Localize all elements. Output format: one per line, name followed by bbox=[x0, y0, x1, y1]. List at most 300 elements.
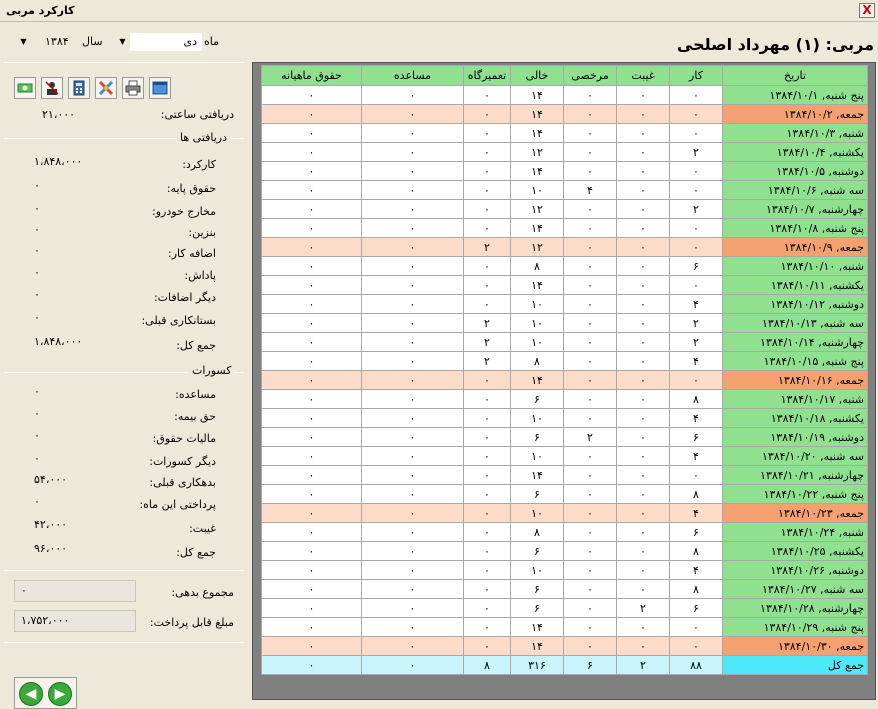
cell-empty[interactable]: ۱۴ bbox=[511, 105, 564, 124]
cell-repair[interactable]: ۰ bbox=[464, 86, 511, 105]
cell-date: دوشنبه, ۱۳۸۴/۱۰/۲۶ bbox=[723, 561, 868, 580]
cell-date: سه شنبه, ۱۳۸۴/۱۰/۱۳ bbox=[723, 314, 868, 333]
cell-advance[interactable]: ۰ bbox=[362, 105, 464, 124]
cell-salary[interactable]: ۰ bbox=[262, 637, 362, 656]
cell-work[interactable]: ۴ bbox=[670, 295, 723, 314]
cell-work[interactable]: ۴ bbox=[670, 447, 723, 466]
month-select[interactable] bbox=[130, 33, 202, 51]
cell-work[interactable]: ۸ bbox=[670, 485, 723, 504]
cell-advance[interactable]: ۰ bbox=[362, 542, 464, 561]
cell-repair[interactable]: ۰ bbox=[464, 257, 511, 276]
summary-panel bbox=[0, 22, 250, 703]
cell-repair[interactable]: ۰ bbox=[464, 409, 511, 428]
table-row[interactable] bbox=[262, 637, 868, 656]
total-leave: ۶ bbox=[564, 656, 617, 675]
cell-work[interactable]: ۰ bbox=[670, 276, 723, 295]
cell-work[interactable]: ۴ bbox=[670, 504, 723, 523]
table-row[interactable] bbox=[262, 295, 868, 314]
cell-leave[interactable]: ۰ bbox=[564, 523, 617, 542]
cell-absence[interactable]: ۰ bbox=[617, 580, 670, 599]
cell-absence[interactable]: ۰ bbox=[617, 485, 670, 504]
cell-absence[interactable]: ۰ bbox=[617, 276, 670, 295]
cell-empty[interactable]: ۶ bbox=[511, 485, 564, 504]
total-label: جمع کل bbox=[723, 656, 868, 675]
cell-work[interactable]: ۴ bbox=[670, 561, 723, 580]
column-advance-header[interactable]: مساعده bbox=[362, 66, 464, 86]
deduction-label: غیبت: bbox=[189, 522, 216, 535]
cell-work[interactable]: ۶ bbox=[670, 599, 723, 618]
cell-advance[interactable]: ۰ bbox=[362, 181, 464, 200]
cell-leave[interactable]: ۰ bbox=[564, 257, 617, 276]
cell-date: شنبه, ۱۳۸۴/۱۰/۳ bbox=[723, 124, 868, 143]
cell-repair[interactable]: ۰ bbox=[464, 504, 511, 523]
cell-absence[interactable]: ۰ bbox=[617, 200, 670, 219]
cell-repair[interactable]: ۰ bbox=[464, 200, 511, 219]
cell-empty[interactable]: ۶ bbox=[511, 428, 564, 447]
cell-leave[interactable]: ۰ bbox=[564, 200, 617, 219]
cell-salary[interactable]: ۰ bbox=[262, 219, 362, 238]
deduction-label: حق بیمه: bbox=[174, 410, 216, 423]
cell-salary[interactable]: ۰ bbox=[262, 485, 362, 504]
cell-absence[interactable]: ۰ bbox=[617, 523, 670, 542]
deduction-label: پرداختی این ماه: bbox=[139, 498, 216, 511]
cell-leave[interactable]: ۰ bbox=[564, 105, 617, 124]
cell-repair[interactable]: ۰ bbox=[464, 447, 511, 466]
cell-advance[interactable]: ۰ bbox=[362, 276, 464, 295]
forward-button[interactable]: ▶ bbox=[48, 682, 72, 706]
cell-empty[interactable]: ۱۴ bbox=[511, 466, 564, 485]
cell-repair[interactable]: ۰ bbox=[464, 143, 511, 162]
cell-advance[interactable]: ۰ bbox=[362, 466, 464, 485]
year-dropdown-arrow[interactable]: ▼ bbox=[17, 34, 30, 50]
cell-date: پنج شنبه, ۱۳۸۴/۱۰/۲۹ bbox=[723, 618, 868, 637]
table-row[interactable] bbox=[262, 599, 868, 618]
cell-empty[interactable]: ۱۰ bbox=[511, 409, 564, 428]
cell-advance[interactable]: ۰ bbox=[362, 409, 464, 428]
cell-date: سه شنبه, ۱۳۸۴/۱۰/۲۰ bbox=[723, 447, 868, 466]
cell-empty[interactable]: ۱۲ bbox=[511, 238, 564, 257]
cell-absence[interactable]: ۰ bbox=[617, 143, 670, 162]
table-row[interactable] bbox=[262, 219, 868, 238]
cell-empty[interactable]: ۱۴ bbox=[511, 618, 564, 637]
deduction-value: ۰ bbox=[34, 385, 40, 398]
window-icon[interactable] bbox=[149, 77, 171, 99]
cell-absence[interactable]: ۰ bbox=[617, 238, 670, 257]
cell-leave[interactable]: ۰ bbox=[564, 390, 617, 409]
cell-salary[interactable]: ۰ bbox=[262, 86, 362, 105]
table-row[interactable] bbox=[262, 257, 868, 276]
cell-advance[interactable]: ۰ bbox=[362, 428, 464, 447]
cell-work[interactable]: ۰ bbox=[670, 86, 723, 105]
cell-leave[interactable]: ۰ bbox=[564, 637, 617, 656]
cell-empty[interactable]: ۶ bbox=[511, 580, 564, 599]
cell-advance[interactable]: ۰ bbox=[362, 637, 464, 656]
cell-empty[interactable]: ۱۴ bbox=[511, 124, 564, 143]
cell-absence[interactable]: ۰ bbox=[617, 314, 670, 333]
cell-advance[interactable]: ۰ bbox=[362, 485, 464, 504]
table-row[interactable] bbox=[262, 542, 868, 561]
cell-absence[interactable]: ۰ bbox=[617, 409, 670, 428]
cell-leave[interactable]: ۰ bbox=[564, 295, 617, 314]
cell-advance[interactable]: ۰ bbox=[362, 86, 464, 105]
cell-absence[interactable]: ۰ bbox=[617, 428, 670, 447]
cell-work[interactable]: ۰ bbox=[670, 124, 723, 143]
cell-salary[interactable]: ۰ bbox=[262, 124, 362, 143]
user-remove-icon[interactable] bbox=[41, 77, 63, 99]
cell-absence[interactable]: ۲ bbox=[617, 599, 670, 618]
cell-empty[interactable]: ۱۰ bbox=[511, 333, 564, 352]
cell-repair[interactable]: ۰ bbox=[464, 124, 511, 143]
cell-empty[interactable]: ۱۲ bbox=[511, 200, 564, 219]
cell-empty[interactable]: ۶ bbox=[511, 390, 564, 409]
cell-work[interactable]: ۰ bbox=[670, 618, 723, 637]
timesheet-panel bbox=[252, 22, 878, 703]
cell-repair[interactable]: ۰ bbox=[464, 599, 511, 618]
income-total-value: ۱،۸۴۸،۰۰۰ bbox=[34, 335, 83, 348]
cell-leave[interactable]: ۰ bbox=[564, 162, 617, 181]
cell-salary[interactable]: ۰ bbox=[262, 409, 362, 428]
cell-advance[interactable]: ۰ bbox=[362, 618, 464, 637]
cell-leave[interactable]: ۰ bbox=[564, 466, 617, 485]
cell-leave[interactable]: ۰ bbox=[564, 371, 617, 390]
month-label: ماه bbox=[204, 35, 220, 48]
total-repair: ۸ bbox=[464, 656, 511, 675]
total-row bbox=[262, 656, 868, 675]
cell-leave[interactable]: ۴ bbox=[564, 181, 617, 200]
cell-leave[interactable]: ۰ bbox=[564, 276, 617, 295]
cell-leave[interactable]: ۰ bbox=[564, 599, 617, 618]
cell-empty[interactable]: ۱۴ bbox=[511, 371, 564, 390]
table-row[interactable] bbox=[262, 333, 868, 352]
month-dropdown-arrow[interactable]: ▼ bbox=[116, 34, 129, 50]
cell-empty[interactable]: ۶ bbox=[511, 542, 564, 561]
table-row[interactable] bbox=[262, 124, 868, 143]
cell-repair[interactable]: ۰ bbox=[464, 105, 511, 124]
cell-empty[interactable]: ۱۰ bbox=[511, 561, 564, 580]
cell-advance[interactable]: ۰ bbox=[362, 238, 464, 257]
cell-salary[interactable]: ۰ bbox=[262, 371, 362, 390]
cell-absence[interactable]: ۰ bbox=[617, 371, 670, 390]
navigation-box bbox=[14, 677, 77, 709]
deduction-label: بدهکاری قبلی: bbox=[149, 476, 216, 489]
cell-salary[interactable]: ۰ bbox=[262, 143, 362, 162]
cell-absence[interactable]: ۰ bbox=[617, 390, 670, 409]
cell-work[interactable]: ۴ bbox=[670, 409, 723, 428]
cell-date: دوشنبه, ۱۳۸۴/۱۰/۵ bbox=[723, 162, 868, 181]
tools-icon[interactable] bbox=[95, 77, 117, 99]
cell-salary[interactable]: ۰ bbox=[262, 523, 362, 542]
deduction-value: ۰ bbox=[34, 429, 40, 442]
cell-leave[interactable]: ۰ bbox=[564, 485, 617, 504]
cell-work[interactable]: ۶ bbox=[670, 428, 723, 447]
cell-absence[interactable]: ۰ bbox=[617, 466, 670, 485]
cell-absence[interactable]: ۰ bbox=[617, 352, 670, 371]
cell-empty[interactable]: ۱۴ bbox=[511, 219, 564, 238]
cell-salary[interactable]: ۰ bbox=[262, 447, 362, 466]
cell-leave[interactable]: ۲ bbox=[564, 428, 617, 447]
cell-absence[interactable]: ۰ bbox=[617, 219, 670, 238]
cell-leave[interactable]: ۰ bbox=[564, 86, 617, 105]
cell-repair[interactable]: ۰ bbox=[464, 181, 511, 200]
column-work-header[interactable]: کار bbox=[670, 66, 723, 86]
cell-leave[interactable]: ۰ bbox=[564, 352, 617, 371]
cell-repair[interactable]: ۰ bbox=[464, 276, 511, 295]
close-button[interactable]: X bbox=[859, 3, 875, 18]
cell-work[interactable]: ۰ bbox=[670, 219, 723, 238]
cell-work[interactable]: ۰ bbox=[670, 105, 723, 124]
payable-value: ۱،۷۵۲،۰۰۰ bbox=[21, 614, 70, 627]
year-select[interactable] bbox=[32, 33, 77, 51]
cell-absence[interactable]: ۰ bbox=[617, 542, 670, 561]
printer-icon[interactable] bbox=[122, 77, 144, 99]
back-button[interactable]: ◀ bbox=[19, 682, 43, 706]
cell-advance[interactable]: ۰ bbox=[362, 200, 464, 219]
cell-salary[interactable]: ۰ bbox=[262, 561, 362, 580]
cell-salary[interactable]: ۰ bbox=[262, 352, 362, 371]
table-row[interactable] bbox=[262, 200, 868, 219]
cell-leave[interactable]: ۰ bbox=[564, 447, 617, 466]
cell-work[interactable]: ۸ bbox=[670, 580, 723, 599]
cell-empty[interactable]: ۱۴ bbox=[511, 637, 564, 656]
cell-repair[interactable]: ۰ bbox=[464, 295, 511, 314]
cell-leave[interactable]: ۰ bbox=[564, 314, 617, 333]
cell-absence[interactable]: ۰ bbox=[617, 124, 670, 143]
column-empty-header[interactable]: خالی bbox=[511, 66, 564, 86]
cell-work[interactable]: ۲ bbox=[670, 143, 723, 162]
cell-repair[interactable]: ۰ bbox=[464, 428, 511, 447]
table-row[interactable] bbox=[262, 618, 868, 637]
income-label: حقوق پایه: bbox=[166, 182, 216, 195]
cell-salary[interactable]: ۰ bbox=[262, 542, 362, 561]
table-row[interactable] bbox=[262, 181, 868, 200]
table-row[interactable] bbox=[262, 485, 868, 504]
income-label: کارکرد: bbox=[182, 158, 216, 171]
table-row[interactable] bbox=[262, 466, 868, 485]
cell-salary[interactable]: ۰ bbox=[262, 105, 362, 124]
cell-advance[interactable]: ۰ bbox=[362, 371, 464, 390]
cell-leave[interactable]: ۰ bbox=[564, 124, 617, 143]
cell-leave[interactable]: ۰ bbox=[564, 618, 617, 637]
cell-work[interactable]: ۶ bbox=[670, 523, 723, 542]
cell-absence[interactable]: ۰ bbox=[617, 295, 670, 314]
cell-advance[interactable]: ۰ bbox=[362, 523, 464, 542]
cell-date: یکشنبه, ۱۳۸۴/۱۰/۲۵ bbox=[723, 542, 868, 561]
cell-empty[interactable]: ۱۰ bbox=[511, 181, 564, 200]
divider bbox=[4, 62, 244, 63]
money-icon[interactable] bbox=[14, 77, 36, 99]
table-row[interactable] bbox=[262, 561, 868, 580]
cell-advance[interactable]: ۰ bbox=[362, 219, 464, 238]
cell-work[interactable]: ۰ bbox=[670, 371, 723, 390]
cell-leave[interactable]: ۰ bbox=[564, 542, 617, 561]
calculator-icon[interactable] bbox=[68, 77, 90, 99]
year-label: سال bbox=[82, 35, 103, 48]
cell-repair[interactable]: ۰ bbox=[464, 580, 511, 599]
cell-repair[interactable]: ۰ bbox=[464, 637, 511, 656]
cell-empty[interactable]: ۸ bbox=[511, 352, 564, 371]
cell-empty[interactable]: ۶ bbox=[511, 599, 564, 618]
cell-salary[interactable]: ۰ bbox=[262, 390, 362, 409]
cell-salary[interactable]: ۰ bbox=[262, 162, 362, 181]
cell-empty[interactable]: ۱۰ bbox=[511, 504, 564, 523]
cell-salary[interactable]: ۰ bbox=[262, 504, 362, 523]
deduction-value: ۰ bbox=[34, 452, 40, 465]
cell-empty[interactable]: ۸ bbox=[511, 523, 564, 542]
cell-salary[interactable]: ۰ bbox=[262, 181, 362, 200]
cell-empty[interactable]: ۱۰ bbox=[511, 314, 564, 333]
cell-repair[interactable]: ۰ bbox=[464, 561, 511, 580]
cell-absence[interactable]: ۰ bbox=[617, 105, 670, 124]
cell-repair[interactable]: ۰ bbox=[464, 371, 511, 390]
cell-repair[interactable]: ۰ bbox=[464, 390, 511, 409]
deduction-label: مالیات حقوق: bbox=[152, 432, 216, 445]
column-absence-header[interactable]: غیبت bbox=[617, 66, 670, 86]
cell-leave[interactable]: ۰ bbox=[564, 333, 617, 352]
table-row[interactable] bbox=[262, 162, 868, 181]
cell-leave[interactable]: ۰ bbox=[564, 238, 617, 257]
cell-empty[interactable]: ۱۴ bbox=[511, 162, 564, 181]
table-row[interactable] bbox=[262, 409, 868, 428]
column-repair-header[interactable]: تعمیرگاه bbox=[464, 66, 511, 86]
cell-salary[interactable]: ۰ bbox=[262, 295, 362, 314]
cell-absence[interactable]: ۰ bbox=[617, 333, 670, 352]
table-row[interactable] bbox=[262, 523, 868, 542]
cell-absence[interactable]: ۰ bbox=[617, 637, 670, 656]
cell-work[interactable]: ۶ bbox=[670, 257, 723, 276]
cell-advance[interactable]: ۰ bbox=[362, 561, 464, 580]
divider bbox=[4, 642, 244, 643]
cell-work[interactable]: ۸ bbox=[670, 390, 723, 409]
cell-salary[interactable]: ۰ bbox=[262, 257, 362, 276]
cell-advance[interactable]: ۰ bbox=[362, 162, 464, 181]
cell-empty[interactable]: ۱۲ bbox=[511, 143, 564, 162]
cell-repair[interactable]: ۰ bbox=[464, 219, 511, 238]
table-row[interactable] bbox=[262, 580, 868, 599]
cell-repair[interactable]: ۰ bbox=[464, 466, 511, 485]
deduction-value: ۰ bbox=[34, 495, 40, 508]
cell-advance[interactable]: ۰ bbox=[362, 143, 464, 162]
table-row[interactable] bbox=[262, 314, 868, 333]
cell-absence[interactable]: ۰ bbox=[617, 181, 670, 200]
cell-advance[interactable]: ۰ bbox=[362, 314, 464, 333]
cell-work[interactable]: ۲ bbox=[670, 200, 723, 219]
cell-salary[interactable]: ۰ bbox=[262, 333, 362, 352]
table-row[interactable] bbox=[262, 86, 868, 105]
column-leave-header[interactable]: مرخصی bbox=[564, 66, 617, 86]
cell-work[interactable]: ۸ bbox=[670, 542, 723, 561]
cell-advance[interactable]: ۰ bbox=[362, 599, 464, 618]
cell-empty[interactable]: ۱۴ bbox=[511, 86, 564, 105]
cell-leave[interactable]: ۰ bbox=[564, 580, 617, 599]
table-row[interactable] bbox=[262, 143, 868, 162]
cell-absence[interactable]: ۰ bbox=[617, 86, 670, 105]
cell-advance[interactable]: ۰ bbox=[362, 257, 464, 276]
debt-field bbox=[14, 580, 136, 602]
cell-absence[interactable]: ۰ bbox=[617, 504, 670, 523]
table-row[interactable] bbox=[262, 352, 868, 371]
table-row[interactable] bbox=[262, 428, 868, 447]
cell-work[interactable]: ۰ bbox=[670, 637, 723, 656]
hourly-value: ۲۱،۰۰۰ bbox=[42, 108, 76, 121]
cell-advance[interactable]: ۰ bbox=[362, 447, 464, 466]
cell-work[interactable]: ۰ bbox=[670, 162, 723, 181]
cell-date: چهارشنبه, ۱۳۸۴/۱۰/۱۴ bbox=[723, 333, 868, 352]
cell-empty[interactable]: ۱۰ bbox=[511, 447, 564, 466]
income-value: ۰ bbox=[34, 288, 40, 301]
cell-advance[interactable]: ۰ bbox=[362, 295, 464, 314]
table-row[interactable] bbox=[262, 238, 868, 257]
cell-repair[interactable]: ۰ bbox=[464, 618, 511, 637]
cell-repair[interactable]: ۰ bbox=[464, 542, 511, 561]
cell-advance[interactable]: ۰ bbox=[362, 333, 464, 352]
cell-repair[interactable]: ۲ bbox=[464, 314, 511, 333]
column-salary-header[interactable]: حقوق ماهیانه bbox=[262, 66, 362, 86]
cell-absence[interactable]: ۰ bbox=[617, 561, 670, 580]
cell-salary[interactable]: ۰ bbox=[262, 580, 362, 599]
income-value: ۰ bbox=[34, 311, 40, 324]
table-row[interactable] bbox=[262, 371, 868, 390]
cell-date: سه شنبه, ۱۳۸۴/۱۰/۶ bbox=[723, 181, 868, 200]
cell-repair[interactable]: ۲ bbox=[464, 333, 511, 352]
cell-salary[interactable]: ۰ bbox=[262, 200, 362, 219]
cell-absence[interactable]: ۰ bbox=[617, 257, 670, 276]
cell-salary[interactable]: ۰ bbox=[262, 466, 362, 485]
cell-leave[interactable]: ۰ bbox=[564, 409, 617, 428]
table-row[interactable] bbox=[262, 105, 868, 124]
cell-advance[interactable]: ۰ bbox=[362, 352, 464, 371]
cell-work[interactable]: ۲ bbox=[670, 333, 723, 352]
cell-repair[interactable]: ۰ bbox=[464, 523, 511, 542]
cell-absence[interactable]: ۰ bbox=[617, 447, 670, 466]
cell-repair[interactable]: ۲ bbox=[464, 352, 511, 371]
cell-absence[interactable]: ۰ bbox=[617, 618, 670, 637]
cell-advance[interactable]: ۰ bbox=[362, 124, 464, 143]
table-row[interactable] bbox=[262, 504, 868, 523]
table-row[interactable] bbox=[262, 390, 868, 409]
cell-leave[interactable]: ۰ bbox=[564, 561, 617, 580]
cell-leave[interactable]: ۰ bbox=[564, 504, 617, 523]
cell-empty[interactable]: ۸ bbox=[511, 257, 564, 276]
payable-label: مبلغ قابل پرداخت: bbox=[149, 616, 234, 629]
cell-advance[interactable]: ۰ bbox=[362, 580, 464, 599]
cell-empty[interactable]: ۱۰ bbox=[511, 295, 564, 314]
cell-work[interactable]: ۰ bbox=[670, 466, 723, 485]
cell-leave[interactable]: ۰ bbox=[564, 219, 617, 238]
column-date-header[interactable]: تاریخ bbox=[723, 66, 868, 86]
cell-salary[interactable]: ۰ bbox=[262, 314, 362, 333]
cell-empty[interactable]: ۱۴ bbox=[511, 276, 564, 295]
cell-absence[interactable]: ۰ bbox=[617, 162, 670, 181]
cell-work[interactable]: ۰ bbox=[670, 181, 723, 200]
cell-repair[interactable]: ۰ bbox=[464, 162, 511, 181]
cell-salary[interactable]: ۰ bbox=[262, 276, 362, 295]
table-row[interactable] bbox=[262, 276, 868, 295]
cell-salary[interactable]: ۰ bbox=[262, 238, 362, 257]
cell-salary[interactable]: ۰ bbox=[262, 428, 362, 447]
income-label: مخارج خودرو: bbox=[152, 205, 216, 218]
cell-work[interactable]: ۰ bbox=[670, 238, 723, 257]
cell-repair[interactable]: ۰ bbox=[464, 485, 511, 504]
cell-salary[interactable]: ۰ bbox=[262, 599, 362, 618]
table-row[interactable] bbox=[262, 447, 868, 466]
cell-advance[interactable]: ۰ bbox=[362, 390, 464, 409]
cell-repair[interactable]: ۲ bbox=[464, 238, 511, 257]
cell-work[interactable]: ۲ bbox=[670, 314, 723, 333]
cell-salary[interactable]: ۰ bbox=[262, 618, 362, 637]
cell-work[interactable]: ۴ bbox=[670, 352, 723, 371]
cell-advance[interactable]: ۰ bbox=[362, 504, 464, 523]
cell-leave[interactable]: ۰ bbox=[564, 143, 617, 162]
